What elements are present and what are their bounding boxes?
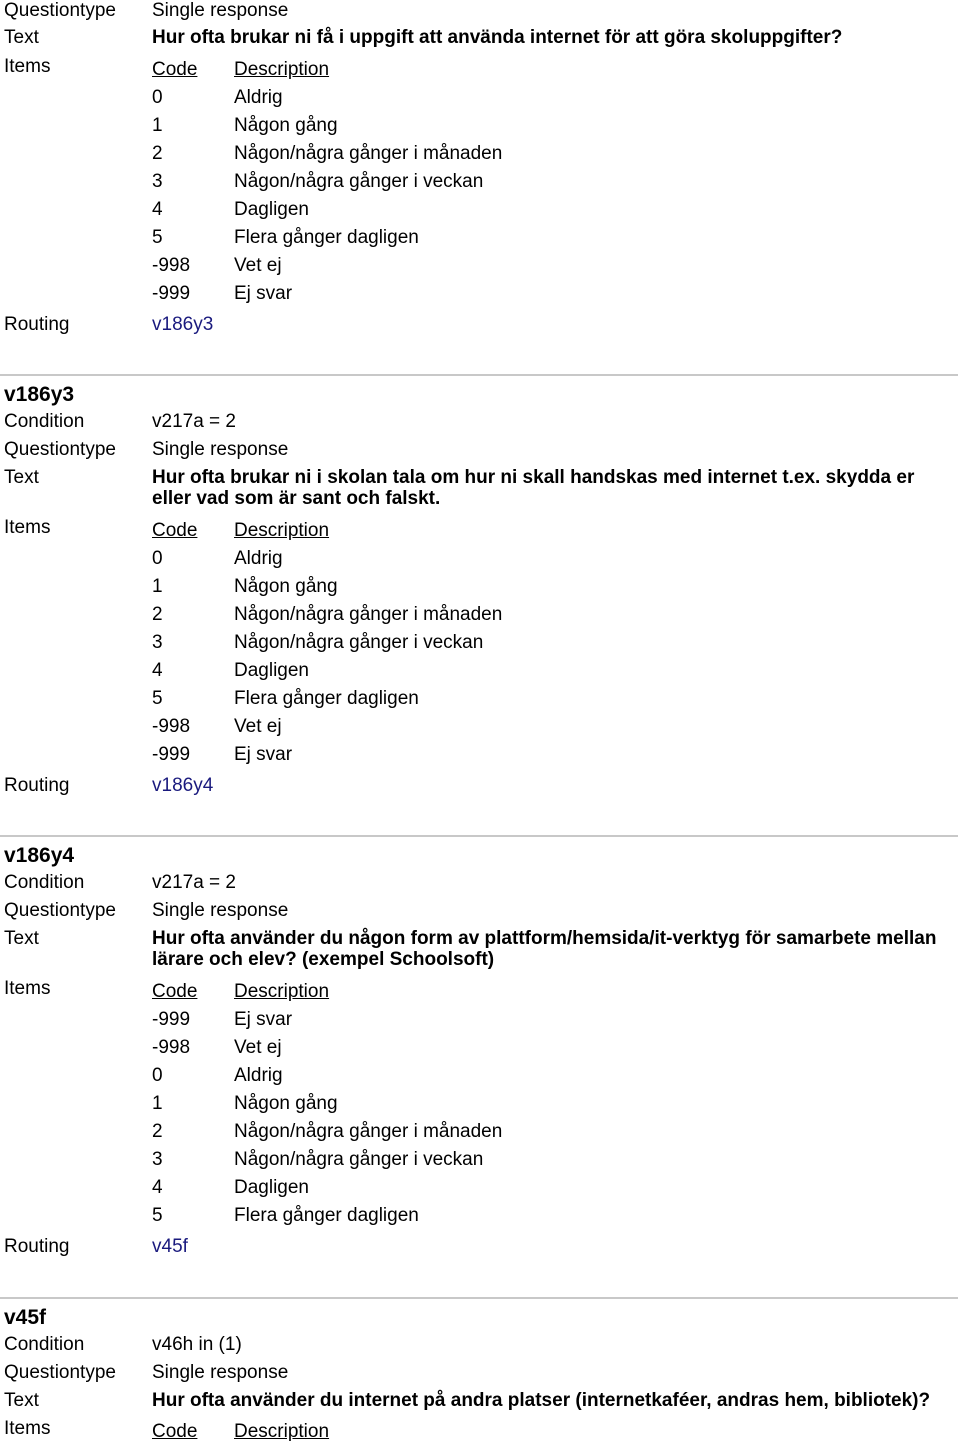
section-divider bbox=[0, 374, 958, 376]
description-header: Description bbox=[234, 981, 330, 1002]
description-header: Description bbox=[234, 520, 330, 541]
item-code: 1 bbox=[152, 576, 163, 597]
item-code: 0 bbox=[152, 1065, 163, 1086]
item-code: -999 bbox=[152, 744, 191, 765]
item-code: -999 bbox=[152, 283, 191, 304]
condition-label: Condition bbox=[4, 1334, 85, 1355]
item-code: 0 bbox=[152, 548, 163, 569]
item-code: 3 bbox=[152, 632, 163, 653]
items-label: Items bbox=[4, 517, 51, 538]
item-description: Någon/några gånger i veckan bbox=[234, 632, 484, 653]
routing-label: Routing bbox=[4, 775, 70, 796]
items-label: Items bbox=[4, 56, 51, 77]
item-code: -998 bbox=[152, 716, 191, 737]
item-description: Ej svar bbox=[234, 1009, 293, 1030]
item-description: Någon gång bbox=[234, 115, 338, 136]
item-description: Någon/några gånger i månaden bbox=[234, 1121, 503, 1142]
item-code: 2 bbox=[152, 604, 163, 625]
question-text: Hur ofta använder du någon form av plattform/hemsida/it-verktyg för samarbete mellan lärare och elev? (exempel Schoolsoft) bbox=[152, 928, 937, 970]
item-description: Dagligen bbox=[234, 199, 309, 220]
code-header: Code bbox=[152, 520, 198, 541]
routing-label: Routing bbox=[4, 1236, 70, 1257]
variable-title: v186y4 bbox=[4, 844, 75, 867]
code-header: Code bbox=[152, 981, 198, 1002]
questiontype-value: Single response bbox=[152, 439, 289, 460]
text-label: Text bbox=[4, 27, 39, 48]
routing-link[interactable]: v186y4 bbox=[152, 775, 214, 796]
item-code: 4 bbox=[152, 660, 163, 681]
routing-label: Routing bbox=[4, 314, 70, 335]
item-code: 4 bbox=[152, 1177, 163, 1198]
variable-title: v45f bbox=[4, 1306, 47, 1329]
item-code: -999 bbox=[152, 1009, 191, 1030]
item-description: Flera gånger dagligen bbox=[234, 1205, 419, 1226]
question-text: Hur ofta brukar ni i skolan tala om hur ni skall handskas med internet t.ex. skydda er eller vad som är sant och falskt. bbox=[152, 467, 915, 509]
item-description: Någon gång bbox=[234, 576, 338, 597]
item-description: Aldrig bbox=[234, 1065, 283, 1086]
item-description: Någon/några gånger i veckan bbox=[234, 1149, 484, 1170]
item-description: Någon gång bbox=[234, 1093, 338, 1114]
item-code: 3 bbox=[152, 171, 163, 192]
item-code: 2 bbox=[152, 1121, 163, 1142]
item-code: 0 bbox=[152, 87, 163, 108]
item-code: 5 bbox=[152, 688, 163, 709]
condition-value: v217a = 2 bbox=[152, 872, 236, 893]
items-label: Items bbox=[4, 978, 51, 999]
condition-value: v46h in (1) bbox=[152, 1334, 242, 1355]
questiontype-label: Questiontype bbox=[4, 1362, 116, 1383]
item-code: 2 bbox=[152, 143, 163, 164]
item-description: Någon/några gånger i veckan bbox=[234, 171, 484, 192]
item-description: Ej svar bbox=[234, 744, 293, 765]
questiontype-value: Single response bbox=[152, 1362, 289, 1383]
item-description: Flera gånger dagligen bbox=[234, 227, 419, 248]
condition-label: Condition bbox=[4, 872, 85, 893]
item-description: Ej svar bbox=[234, 283, 293, 304]
question-text: Hur ofta använder du internet på andra platser (internetkaféer, andras hem, bibliotek)? bbox=[152, 1390, 931, 1411]
questiontype-label: Questiontype bbox=[4, 0, 116, 21]
questiontype-value: Single response bbox=[152, 0, 289, 21]
routing-link[interactable]: v45f bbox=[152, 1236, 188, 1257]
item-code: 4 bbox=[152, 199, 163, 220]
item-description: Flera gånger dagligen bbox=[234, 688, 419, 709]
text-label: Text bbox=[4, 928, 39, 949]
item-description: Aldrig bbox=[234, 548, 283, 569]
item-code: -998 bbox=[152, 255, 191, 276]
item-description: Dagligen bbox=[234, 660, 309, 681]
item-code: 5 bbox=[152, 1205, 163, 1226]
item-code: 1 bbox=[152, 115, 163, 136]
questiontype-value: Single response bbox=[152, 900, 289, 921]
item-description: Någon/några gånger i månaden bbox=[234, 143, 503, 164]
text-label: Text bbox=[4, 1390, 39, 1411]
questiontype-label: Questiontype bbox=[4, 439, 116, 460]
item-description: Vet ej bbox=[234, 1037, 282, 1058]
description-header: Description bbox=[234, 1421, 330, 1442]
item-description: Dagligen bbox=[234, 1177, 309, 1198]
variable-title: v186y3 bbox=[4, 383, 75, 406]
section-divider bbox=[0, 1297, 958, 1299]
condition-label: Condition bbox=[4, 411, 85, 432]
item-code: -998 bbox=[152, 1037, 191, 1058]
text-label: Text bbox=[4, 467, 39, 488]
item-code: 3 bbox=[152, 1149, 163, 1170]
item-description: Aldrig bbox=[234, 87, 283, 108]
section-divider bbox=[0, 835, 958, 837]
item-description: Någon/några gånger i månaden bbox=[234, 604, 503, 625]
condition-value: v217a = 2 bbox=[152, 411, 236, 432]
question-text: Hur ofta brukar ni få i uppgift att använda internet för att göra skoluppgifter? bbox=[152, 27, 843, 48]
items-label: Items bbox=[4, 1418, 51, 1439]
questiontype-label: Questiontype bbox=[4, 900, 116, 921]
code-header: Code bbox=[152, 1421, 198, 1442]
item-description: Vet ej bbox=[234, 716, 282, 737]
routing-link[interactable]: v186y3 bbox=[152, 314, 214, 335]
code-header: Code bbox=[152, 59, 198, 80]
item-description: Vet ej bbox=[234, 255, 282, 276]
item-code: 5 bbox=[152, 227, 163, 248]
description-header: Description bbox=[234, 59, 330, 80]
item-code: 1 bbox=[152, 1093, 163, 1114]
